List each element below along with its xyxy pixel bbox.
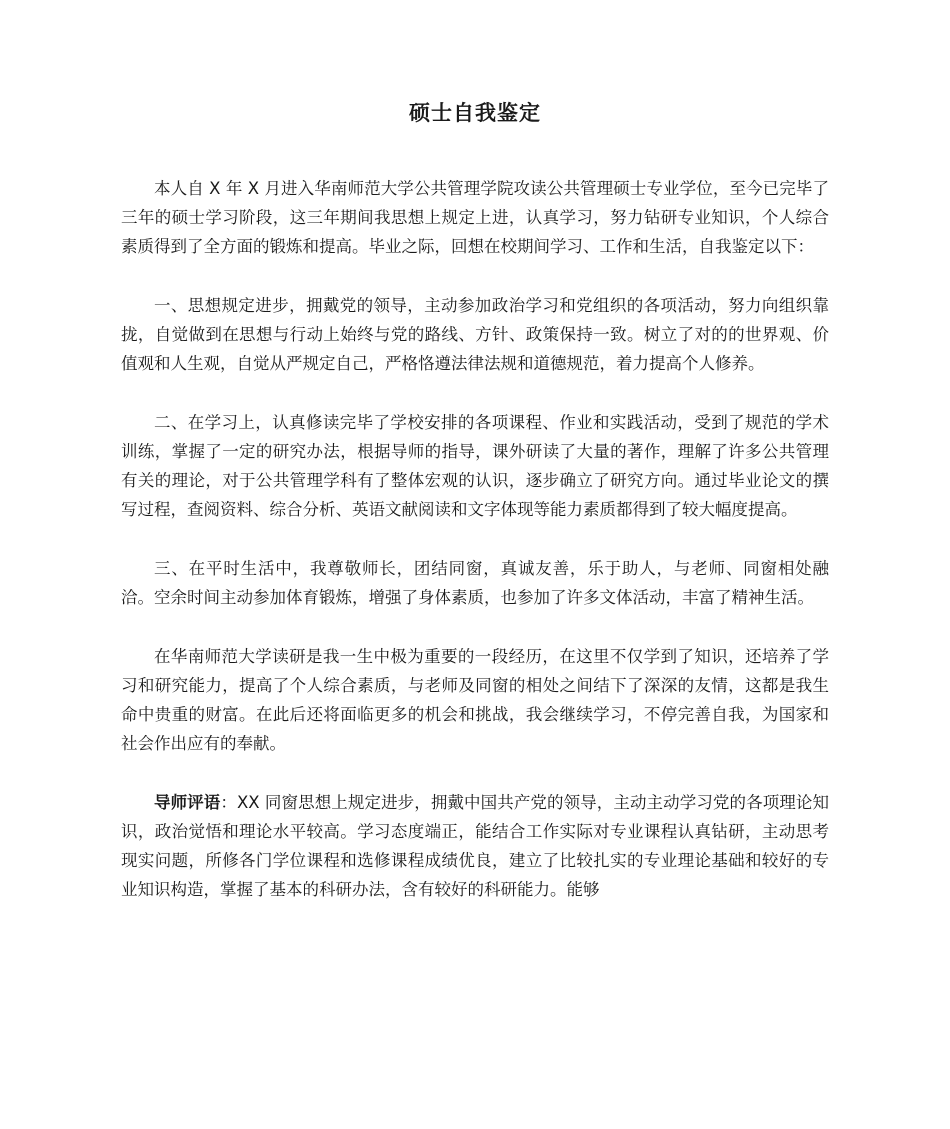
paragraph-advisor-comment [121,788,829,904]
advisor-comment-text: XX 同窗思想上规定进步，拥戴中国共产党的领导，主动主动学习党的各项理论知识，政治觉悟和理论水平较高。学习态度端正，能结合工作实际对专业课程认真钻研，主动思考现实问题，所修各门学位课程和选修课程成绩优良，建立了比较扎实的专业理论基础和较好的专业知识构造，掌握了基本的科研办法，含有较好的科研能力。能够 [121,793,829,899]
paragraph-intro: 本人自 X 年 X 月进入华南师范大学公共管理学院攻读公共管理硕士专业学位，至今已完毕了三年的硕士学习阶段，这三年期间我思想上规定上进，认真学习，努力钻研专业知识，个人综合素质得到了全方面的锻炼和提高。毕业之际，回想在校期间学习、工作和生活，自我鉴定以下： [121,179,829,256]
paragraph-ideology: 一、思想规定进步，拥戴党的领导，主动参加政治学习和党组织的各项活动，努力向组织靠拢，自觉做到在思想与行动上始终与党的路线、方针、政策保持一致。树立了对的的世界观、价值观和人生观，自觉从严规定自己，严格恪遵法律法规和道德规范，着力提高个人修养。 [121,296,829,373]
paragraph-study: 二、在学习上，认真修读完毕了学校安排的各项课程、作业和实践活动，受到了规范的学术训练，掌握了一定的研究办法，根据导师的指导，课外研读了大量的著作，理解了许多公共管理有关的理论，对于公共管理学科有了整体宏观的认识，逐步确立了研究方向。通过毕业论文的撰写过程，查阅资料、综合分析、英语文献阅读和文字体现等能力素质都得到了较大幅度提高。 [121,413,829,519]
paragraph-life: 三、在平时生活中，我尊敬师长，团结同窗，真诚友善，乐于助人，与老师、同窗相处融洽。空余时间主动参加体育锻炼，增强了身体素质，也参加了许多文体活动，丰富了精神生活。 [121,559,829,607]
advisor-comment-label: 导师评语 [154,793,221,812]
paragraph-conclusion: 在华南师范大学读研是我一生中极为重要的一段经历，在这里不仅学到了知识，还培养了学习和研究能力，提高了个人综合素质，与老师及同窗的相处之间结下了深深的友情，这都是我生命中贵重的财富。在此后还将面临更多的机会和挑战，我会继续学习，不停完善自我，为国家和社会作出应有的奉献。 [121,647,829,753]
advisor-comment-separator: ： [220,793,237,812]
document-title: 硕士自我鉴定 [409,101,541,125]
